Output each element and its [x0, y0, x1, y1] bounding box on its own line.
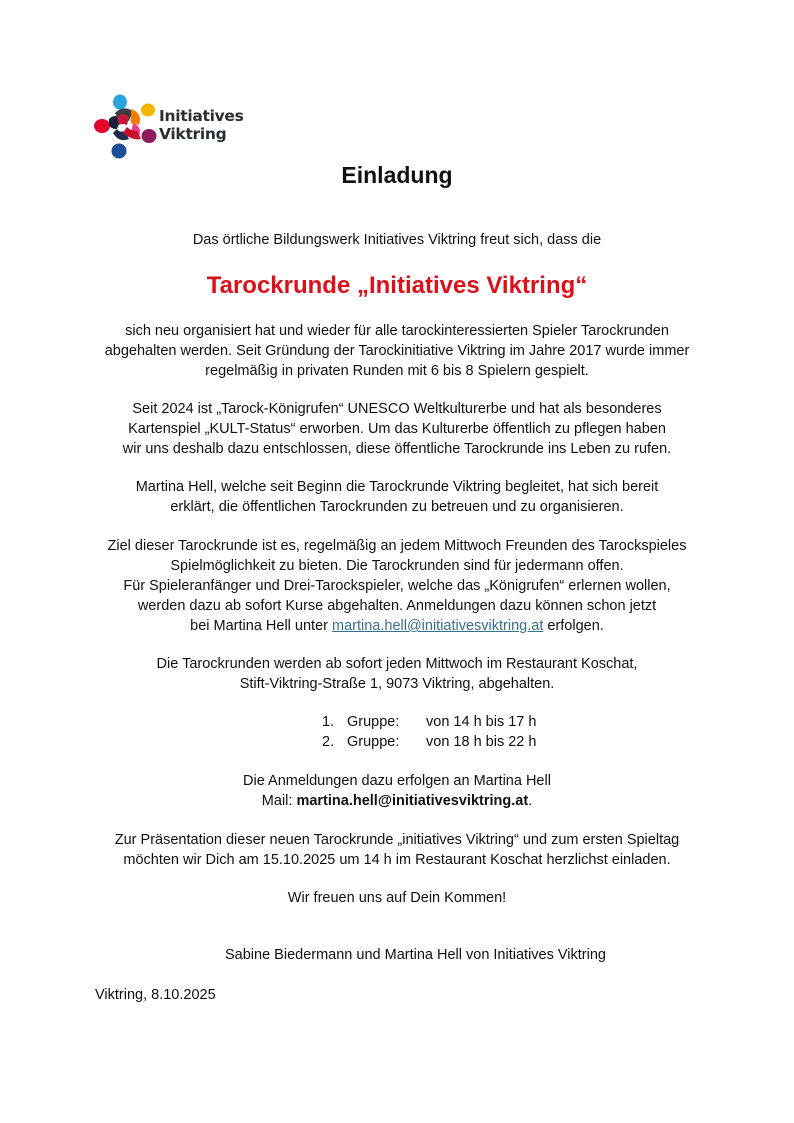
group-time: von 18 h bis 22 h [426, 734, 537, 750]
text-line: abgehalten werden. Seit Gründung der Tarockinitiative Viktring im Jahre 2017 wurde immer [104, 343, 690, 359]
closing-line: Wir freuen uns auf Dein Kommen! [287, 890, 507, 906]
paragraph-1 [60, 321, 734, 381]
text-line: regelmäßig in privaten Runden mit 6 bis 8 Spielern gespielt. [205, 363, 589, 379]
intro-text: Das örtliche Bildungswerk Initiatives Viktring freut sich, dass die [192, 232, 602, 248]
paragraph-5 [60, 654, 734, 694]
group-label: Gruppe: [347, 714, 400, 730]
text-line: Seit 2024 ist „Tarock-Königrufen“ UNESCO Weltkulturerbe und hat als besonderes [132, 401, 662, 417]
text-line: Kartenspiel „KULT-Status“ erworben. Um das Kulturerbe öffentlich zu pflegen haben [128, 421, 666, 437]
group-schedule-list [322, 712, 536, 752]
text-line [60, 616, 734, 636]
registration-block [60, 771, 734, 811]
email-link[interactable]: martina.hell@initiativesviktring.at [332, 618, 544, 634]
logo-text [159, 107, 244, 143]
group-label: Gruppe: [347, 734, 400, 750]
mail-label: Mail: [261, 793, 297, 809]
presentation-paragraph [60, 830, 734, 870]
group-time: von 14 h bis 17 h [426, 714, 537, 730]
list-number: 1. [322, 714, 335, 730]
text-line: Stift-Viktring-Straße 1, 9073 Viktring, abgehalten. [239, 676, 555, 692]
text-line: Ziel dieser Tarockrunde ist es, regelmäßig an jedem Mittwoch Freunden des Tarockspieles [107, 538, 687, 554]
text-line: Spielmöglichkeit zu bieten. Die Tarockrunden sind für jedermann offen. [170, 558, 624, 574]
text-line: Die Anmeldungen dazu erfolgen an Martina Hell [243, 773, 551, 789]
page-title: Einladung [341, 162, 453, 188]
text-line: Zur Präsentation dieser neuen Tarockrunde „initiatives Viktring“ und zum ersten Spieltag [114, 832, 680, 848]
paragraph-4 [60, 536, 734, 636]
logo-line-1: Initiatives [159, 107, 244, 125]
initiatives-viktring-logo [93, 93, 243, 159]
text-line: wir uns deshalb dazu entschlossen, diese öffentliche Tarockrunde ins Leben zu rufen. [122, 441, 672, 457]
paragraph-2 [60, 399, 734, 459]
text-line: Die Tarockrunden werden ab sofort jeden Mittwoch im Restaurant Koschat, [156, 656, 638, 672]
paragraph-3 [60, 477, 734, 517]
text-line: werden dazu ab sofort Kurse abgehalten. Anmeldungen dazu können schon jetzt [137, 598, 657, 614]
list-item [322, 732, 536, 752]
text-line: erklärt, die öffentlichen Tarockrunden zu betreuen und zu organisieren. [170, 499, 624, 515]
event-headline: Tarockrunde „Initiatives Viktring“ [206, 272, 588, 299]
place-date: Viktring, 8.10.2025 [95, 987, 216, 1003]
mail-address: martina.hell@initiativesviktring.at [296, 793, 529, 809]
list-number: 2. [322, 734, 335, 750]
text-fragment: erfolgen. [543, 618, 604, 634]
text-fragment: bei Martina Hell unter [190, 618, 332, 634]
text-line [60, 791, 734, 811]
text-line: möchten wir Dich am 15.10.2025 um 14 h im Restaurant Koschat herzlichst einladen. [123, 852, 671, 868]
logo-emblem-icon [93, 93, 157, 159]
list-item [322, 712, 536, 732]
text-line: sich neu organisiert hat und wieder für alle tarockinteressierten Spieler Tarockrunden [125, 323, 669, 339]
text-line: Martina Hell, welche seit Beginn die Tarockrunde Viktring begleitet, hat sich bereit [135, 479, 659, 495]
signature: Sabine Biedermann und Martina Hell von Initiatives Viktring [225, 947, 606, 963]
logo-line-2: Viktring [159, 125, 227, 143]
text-fragment: . [528, 793, 533, 809]
text-line: Für Spieleranfänger und Drei-Tarockspieler, welche das „Königrufen“ erlernen wollen, [123, 578, 671, 594]
